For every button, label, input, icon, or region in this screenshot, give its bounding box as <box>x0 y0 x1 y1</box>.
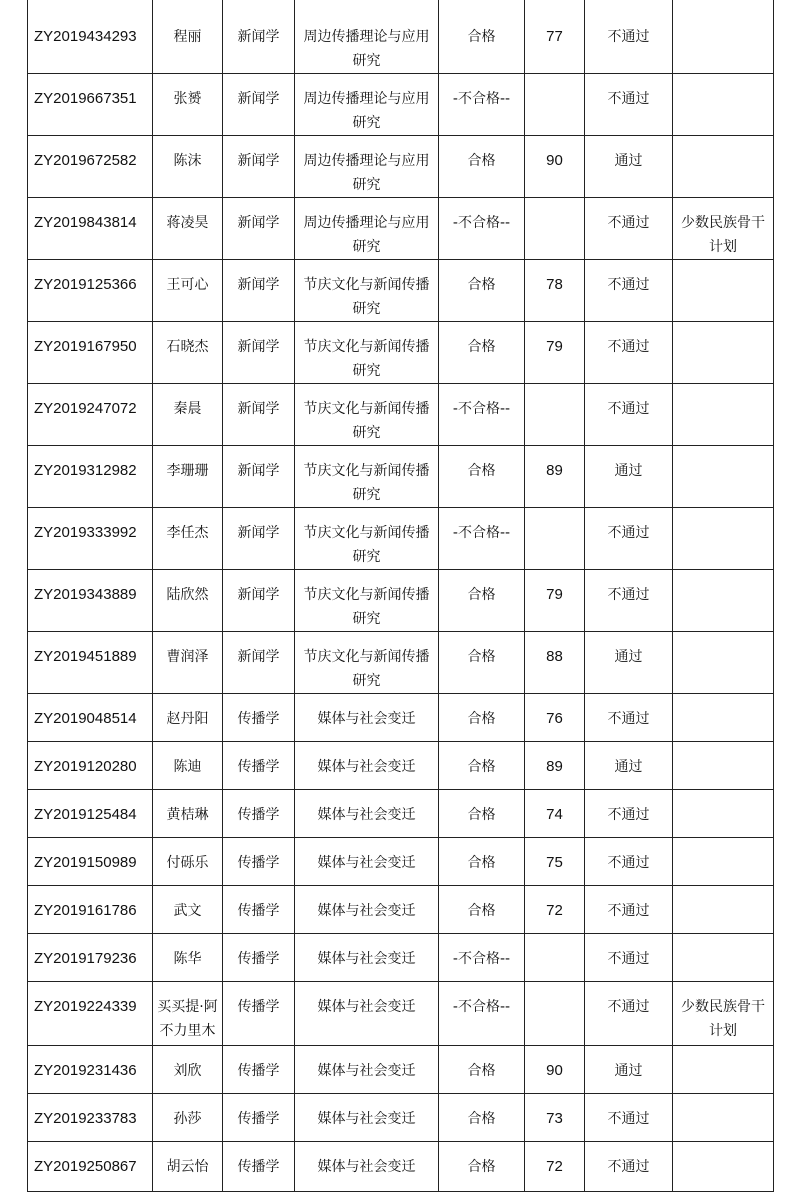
table-row <box>28 790 774 838</box>
qualification-cell: 合格 <box>439 790 525 838</box>
student-id-cell: ZY2019125484 <box>28 790 153 838</box>
qualification-cell: 合格 <box>439 838 525 886</box>
table-row <box>28 322 774 384</box>
note-cell <box>673 886 774 934</box>
table-row <box>28 74 774 136</box>
table-row <box>28 838 774 886</box>
note-cell <box>673 742 774 790</box>
score-cell: 74 <box>525 790 585 838</box>
research-direction-cell: 媒体与社会变迁 <box>295 982 439 1046</box>
research-direction-cell: 媒体与社会变迁 <box>295 1142 439 1192</box>
result-cell: 通过 <box>585 446 673 508</box>
research-direction-cell: 媒体与社会变迁 <box>295 694 439 742</box>
research-direction-cell: 节庆文化与新闻传播研究 <box>295 570 439 632</box>
results-table <box>27 0 774 1192</box>
table-row <box>28 742 774 790</box>
result-cell: 不通过 <box>585 790 673 838</box>
note-cell <box>673 1094 774 1142</box>
research-direction-cell: 周边传播理论与应用研究 <box>295 74 439 136</box>
research-direction-cell: 媒体与社会变迁 <box>295 934 439 982</box>
qualification-cell: -不合格-- <box>439 198 525 260</box>
score-cell <box>525 198 585 260</box>
student-id-cell: ZY2019150989 <box>28 838 153 886</box>
major-cell: 传播学 <box>223 982 295 1046</box>
result-cell: 不通过 <box>585 384 673 446</box>
qualification-cell: 合格 <box>439 1142 525 1192</box>
major-cell: 新闻学 <box>223 570 295 632</box>
research-direction-cell: 节庆文化与新闻传播研究 <box>295 508 439 570</box>
score-cell: 72 <box>525 886 585 934</box>
student-name-cell: 刘欣 <box>153 1046 223 1094</box>
note-cell <box>673 838 774 886</box>
student-id-cell: ZY2019312982 <box>28 446 153 508</box>
student-name-cell: 李珊珊 <box>153 446 223 508</box>
student-name-cell: 蒋凌昊 <box>153 198 223 260</box>
score-cell <box>525 384 585 446</box>
qualification-cell: 合格 <box>439 446 525 508</box>
research-direction-cell: 媒体与社会变迁 <box>295 838 439 886</box>
research-direction-cell: 周边传播理论与应用研究 <box>295 198 439 260</box>
major-cell: 新闻学 <box>223 446 295 508</box>
score-cell: 73 <box>525 1094 585 1142</box>
table-row <box>28 570 774 632</box>
score-cell: 79 <box>525 322 585 384</box>
qualification-cell: 合格 <box>439 260 525 322</box>
major-cell: 新闻学 <box>223 198 295 260</box>
score-cell <box>525 934 585 982</box>
student-id-cell: ZY2019167950 <box>28 322 153 384</box>
result-cell: 不通过 <box>585 982 673 1046</box>
score-cell: 72 <box>525 1142 585 1192</box>
table-row <box>28 1094 774 1142</box>
student-name-cell: 李任杰 <box>153 508 223 570</box>
table-row <box>28 1142 774 1192</box>
note-cell <box>673 322 774 384</box>
research-direction-cell: 媒体与社会变迁 <box>295 886 439 934</box>
result-cell: 不通过 <box>585 260 673 322</box>
major-cell: 新闻学 <box>223 322 295 384</box>
score-cell: 88 <box>525 632 585 694</box>
table-row <box>28 934 774 982</box>
qualification-cell: 合格 <box>439 886 525 934</box>
student-name-cell: 孙莎 <box>153 1094 223 1142</box>
result-cell: 通过 <box>585 1046 673 1094</box>
score-cell <box>525 982 585 1046</box>
result-cell: 不通过 <box>585 198 673 260</box>
note-cell <box>673 508 774 570</box>
note-cell: 少数民族骨干计划 <box>673 198 774 260</box>
table-row <box>28 982 774 1046</box>
student-id-cell: ZY2019667351 <box>28 74 153 136</box>
qualification-cell: 合格 <box>439 742 525 790</box>
note-cell <box>673 632 774 694</box>
major-cell: 传播学 <box>223 1142 295 1192</box>
result-cell: 不通过 <box>585 0 673 74</box>
note-cell <box>673 694 774 742</box>
student-id-cell: ZY2019247072 <box>28 384 153 446</box>
research-direction-cell: 节庆文化与新闻传播研究 <box>295 384 439 446</box>
score-cell: 89 <box>525 446 585 508</box>
major-cell: 新闻学 <box>223 74 295 136</box>
student-name-cell: 王可心 <box>153 260 223 322</box>
table-row <box>28 694 774 742</box>
student-id-cell: ZY2019233783 <box>28 1094 153 1142</box>
major-cell: 传播学 <box>223 1094 295 1142</box>
major-cell: 新闻学 <box>223 508 295 570</box>
major-cell: 传播学 <box>223 694 295 742</box>
score-cell: 89 <box>525 742 585 790</box>
table-row <box>28 886 774 934</box>
student-name-cell: 陈沫 <box>153 136 223 198</box>
research-direction-cell: 节庆文化与新闻传播研究 <box>295 260 439 322</box>
qualification-cell: -不合格-- <box>439 982 525 1046</box>
score-cell: 90 <box>525 136 585 198</box>
result-cell: 通过 <box>585 136 673 198</box>
research-direction-cell: 媒体与社会变迁 <box>295 1046 439 1094</box>
qualification-cell: 合格 <box>439 1046 525 1094</box>
result-cell: 不通过 <box>585 838 673 886</box>
student-name-cell: 黄桔琳 <box>153 790 223 838</box>
score-cell: 78 <box>525 260 585 322</box>
score-cell <box>525 74 585 136</box>
note-cell <box>673 260 774 322</box>
note-cell <box>673 1142 774 1192</box>
student-id-cell: ZY2019120280 <box>28 742 153 790</box>
research-direction-cell: 媒体与社会变迁 <box>295 742 439 790</box>
student-id-cell: ZY2019343889 <box>28 570 153 632</box>
result-cell: 不通过 <box>585 570 673 632</box>
student-name-cell: 胡云怡 <box>153 1142 223 1192</box>
student-name-cell: 赵丹阳 <box>153 694 223 742</box>
note-cell <box>673 934 774 982</box>
student-id-cell: ZY2019224339 <box>28 982 153 1046</box>
table-row <box>28 632 774 694</box>
note-cell <box>673 570 774 632</box>
result-cell: 不通过 <box>585 1094 673 1142</box>
table-row <box>28 198 774 260</box>
note-cell <box>673 790 774 838</box>
student-name-cell: 武文 <box>153 886 223 934</box>
table-row <box>28 384 774 446</box>
score-cell: 77 <box>525 0 585 74</box>
student-name-cell: 程丽 <box>153 0 223 74</box>
student-id-cell: ZY2019179236 <box>28 934 153 982</box>
research-direction-cell: 媒体与社会变迁 <box>295 1094 439 1142</box>
qualification-cell: 合格 <box>439 136 525 198</box>
qualification-cell: -不合格-- <box>439 508 525 570</box>
student-name-cell: 陈华 <box>153 934 223 982</box>
student-name-cell: 买买提·阿不力里木 <box>153 982 223 1046</box>
score-cell <box>525 508 585 570</box>
result-cell: 不通过 <box>585 886 673 934</box>
major-cell: 传播学 <box>223 934 295 982</box>
qualification-cell: 合格 <box>439 632 525 694</box>
major-cell: 传播学 <box>223 790 295 838</box>
student-name-cell: 秦晨 <box>153 384 223 446</box>
student-id-cell: ZY2019843814 <box>28 198 153 260</box>
note-cell <box>673 0 774 74</box>
major-cell: 新闻学 <box>223 260 295 322</box>
table-row <box>28 260 774 322</box>
major-cell: 传播学 <box>223 1046 295 1094</box>
student-id-cell: ZY2019250867 <box>28 1142 153 1192</box>
student-name-cell: 付砾乐 <box>153 838 223 886</box>
note-cell <box>673 384 774 446</box>
research-direction-cell: 周边传播理论与应用研究 <box>295 136 439 198</box>
qualification-cell: 合格 <box>439 322 525 384</box>
result-cell: 不通过 <box>585 1142 673 1192</box>
student-id-cell: ZY2019672582 <box>28 136 153 198</box>
score-cell: 79 <box>525 570 585 632</box>
result-cell: 不通过 <box>585 74 673 136</box>
student-name-cell: 曹润泽 <box>153 632 223 694</box>
student-name-cell: 石晓杰 <box>153 322 223 384</box>
research-direction-cell: 节庆文化与新闻传播研究 <box>295 632 439 694</box>
table-row <box>28 0 774 74</box>
major-cell: 新闻学 <box>223 384 295 446</box>
note-cell <box>673 1046 774 1094</box>
student-id-cell: ZY2019451889 <box>28 632 153 694</box>
major-cell: 新闻学 <box>223 632 295 694</box>
note-cell <box>673 446 774 508</box>
student-id-cell: ZY2019434293 <box>28 0 153 74</box>
major-cell: 传播学 <box>223 886 295 934</box>
student-id-cell: ZY2019125366 <box>28 260 153 322</box>
result-cell: 通过 <box>585 632 673 694</box>
score-cell: 90 <box>525 1046 585 1094</box>
qualification-cell: 合格 <box>439 0 525 74</box>
student-id-cell: ZY2019231436 <box>28 1046 153 1094</box>
result-cell: 不通过 <box>585 322 673 384</box>
major-cell: 传播学 <box>223 838 295 886</box>
student-id-cell: ZY2019048514 <box>28 694 153 742</box>
major-cell: 新闻学 <box>223 0 295 74</box>
table-body <box>28 0 774 1192</box>
score-cell: 76 <box>525 694 585 742</box>
qualification-cell: 合格 <box>439 570 525 632</box>
research-direction-cell: 节庆文化与新闻传播研究 <box>295 322 439 384</box>
research-direction-cell: 媒体与社会变迁 <box>295 790 439 838</box>
result-cell: 不通过 <box>585 508 673 570</box>
research-direction-cell: 周边传播理论与应用研究 <box>295 0 439 74</box>
student-id-cell: ZY2019161786 <box>28 886 153 934</box>
student-name-cell: 陆欣然 <box>153 570 223 632</box>
major-cell: 新闻学 <box>223 136 295 198</box>
result-cell: 不通过 <box>585 934 673 982</box>
table-row <box>28 508 774 570</box>
major-cell: 传播学 <box>223 742 295 790</box>
note-cell: 少数民族骨干计划 <box>673 982 774 1046</box>
student-id-cell: ZY2019333992 <box>28 508 153 570</box>
table-row <box>28 1046 774 1094</box>
qualification-cell: 合格 <box>439 694 525 742</box>
qualification-cell: 合格 <box>439 1094 525 1142</box>
student-name-cell: 陈迪 <box>153 742 223 790</box>
result-cell: 通过 <box>585 742 673 790</box>
qualification-cell: -不合格-- <box>439 74 525 136</box>
research-direction-cell: 节庆文化与新闻传播研究 <box>295 446 439 508</box>
qualification-cell: -不合格-- <box>439 384 525 446</box>
qualification-cell: -不合格-- <box>439 934 525 982</box>
note-cell <box>673 136 774 198</box>
table-row <box>28 446 774 508</box>
note-cell <box>673 74 774 136</box>
result-cell: 不通过 <box>585 694 673 742</box>
score-cell: 75 <box>525 838 585 886</box>
student-name-cell: 张赟 <box>153 74 223 136</box>
table-row <box>28 136 774 198</box>
